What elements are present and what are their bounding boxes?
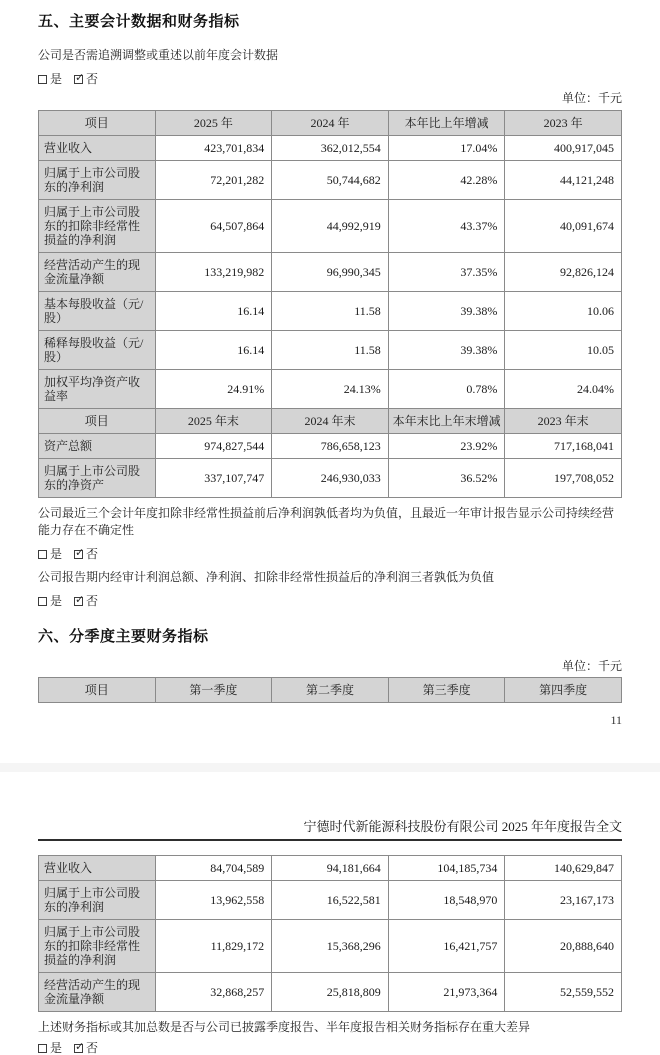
checkbox-checked-icon[interactable]: [74, 1044, 83, 1053]
value-cell: 92,826,124: [505, 253, 622, 292]
checkbox-no[interactable]: [74, 595, 98, 607]
table-header-row: [39, 678, 622, 703]
audited-profit-note: 公司报告期内经审计利润总额、净利润、扣除非经常性损益后的净利润三者孰低为负值: [38, 570, 495, 584]
value-cell: 84,704,589: [155, 856, 272, 881]
checkbox-yes-label: 是: [50, 1041, 63, 1055]
value-cell: 133,219,982: [155, 253, 272, 292]
value-cell: 39.38%: [388, 292, 505, 331]
value-cell: 72,201,282: [155, 161, 272, 200]
table-row: [39, 253, 622, 292]
value-cell: 37.35%: [388, 253, 505, 292]
value-cell: 39.38%: [388, 331, 505, 370]
checkbox-yes[interactable]: [38, 1042, 62, 1054]
value-cell: 16.14: [155, 292, 272, 331]
section-6-title: 六、分季度主要财务指标: [38, 628, 209, 645]
checkbox-unchecked-icon[interactable]: [38, 597, 47, 606]
quarterly-header-table: [38, 677, 622, 703]
row-label: 归属于上市公司股东的扣除非经常性损益的净利润: [39, 200, 156, 253]
value-cell: 400,917,045: [505, 136, 622, 161]
value-cell: 11.58: [272, 331, 389, 370]
table-row: [39, 459, 622, 498]
table-row: [39, 920, 622, 973]
value-cell: 32,868,257: [155, 973, 272, 1012]
value-cell: 423,701,834: [155, 136, 272, 161]
value-cell: 197,708,052: [505, 459, 622, 498]
column-header: 第二季度: [272, 678, 389, 703]
value-cell: 717,168,041: [505, 434, 622, 459]
table-row: [39, 331, 622, 370]
column-header: 项目: [39, 678, 156, 703]
value-cell: 44,992,919: [272, 200, 389, 253]
checkbox-no[interactable]: [74, 1042, 98, 1054]
annual-indicators-table: [38, 110, 622, 498]
value-cell: 786,658,123: [272, 434, 389, 459]
checkbox-yes-label: 是: [50, 547, 63, 561]
table-header-row: [39, 409, 622, 434]
table-row: [39, 161, 622, 200]
value-cell: 42.28%: [388, 161, 505, 200]
value-cell: 0.78%: [388, 370, 505, 409]
checkbox-yes-label: 是: [50, 72, 63, 86]
column-header: 2023 年末: [505, 409, 622, 434]
value-cell: 24.91%: [155, 370, 272, 409]
column-header: 2025 年: [155, 111, 272, 136]
value-cell: 20,888,640: [505, 920, 622, 973]
checkbox-yes[interactable]: [38, 73, 62, 85]
table-row: [39, 292, 622, 331]
column-header: 2024 年: [272, 111, 389, 136]
table-row: [39, 881, 622, 920]
row-label: 稀释每股收益（元/股）: [39, 331, 156, 370]
value-cell: 94,181,664: [272, 856, 389, 881]
page-break-divider: [0, 763, 660, 772]
column-header: 第三季度: [388, 678, 505, 703]
table-header-row: [39, 111, 622, 136]
difference-note: 上述财务指标或其加总数是否与公司已披露季度报告、半年度报告相关财务指标存在重大差异: [38, 1020, 531, 1034]
column-header: 第四季度: [505, 678, 622, 703]
table-row: [39, 856, 622, 881]
audited-profit-checkbox-line: [38, 595, 622, 607]
report-page-2: [0, 818, 660, 1054]
row-label: 归属于上市公司股东的净资产: [39, 459, 156, 498]
column-header: 2025 年末: [155, 409, 272, 434]
row-label: 经营活动产生的现金流量净额: [39, 973, 156, 1012]
value-cell: 10.06: [505, 292, 622, 331]
row-label: 营业收入: [39, 136, 156, 161]
column-header: 项目: [39, 111, 156, 136]
checkbox-checked-icon[interactable]: [74, 550, 83, 559]
checkbox-no[interactable]: [74, 548, 98, 560]
difference-checkbox-line: [38, 1042, 622, 1054]
value-cell: 104,185,734: [388, 856, 505, 881]
column-header: 第一季度: [155, 678, 272, 703]
value-cell: 13,962,558: [155, 881, 272, 920]
table-row: [39, 434, 622, 459]
row-label: 归属于上市公司股东的扣除非经常性损益的净利润: [39, 920, 156, 973]
row-label: 营业收入: [39, 856, 156, 881]
value-cell: 16,421,757: [388, 920, 505, 973]
row-label: 归属于上市公司股东的净利润: [39, 161, 156, 200]
checkbox-unchecked-icon[interactable]: [38, 550, 47, 559]
value-cell: 21,973,364: [388, 973, 505, 1012]
value-cell: 43.37%: [388, 200, 505, 253]
unit-label: 单位：千元: [561, 91, 622, 105]
column-header: 本年比上年增减: [388, 111, 505, 136]
going-concern-checkbox-line: [38, 548, 622, 560]
value-cell: 25,818,809: [272, 973, 389, 1012]
checkbox-yes[interactable]: [38, 595, 62, 607]
column-header: 项目: [39, 409, 156, 434]
value-cell: 17.04%: [388, 136, 505, 161]
checkbox-unchecked-icon[interactable]: [38, 1044, 47, 1053]
column-header: 2023 年: [505, 111, 622, 136]
value-cell: 362,012,554: [272, 136, 389, 161]
value-cell: 50,744,682: [272, 161, 389, 200]
value-cell: 18,548,970: [388, 881, 505, 920]
value-cell: 15,368,296: [272, 920, 389, 973]
unit-label: 单位：千元: [561, 659, 622, 673]
checkbox-no-label: 否: [86, 547, 99, 561]
page-number: 11: [610, 713, 622, 727]
value-cell: 64,507,864: [155, 200, 272, 253]
table-row: [39, 136, 622, 161]
row-label: 归属于上市公司股东的净利润: [39, 881, 156, 920]
value-cell: 337,107,747: [155, 459, 272, 498]
row-label: 加权平均净资产收益率: [39, 370, 156, 409]
checkbox-no-label: 否: [86, 594, 99, 608]
checkbox-yes-label: 是: [50, 594, 63, 608]
restate-checkbox-line: [38, 73, 622, 85]
document-header: 宁德时代新能源科技股份有限公司 2025 年年度报告全文: [38, 818, 622, 841]
section-5-title: 五、主要会计数据和财务指标: [38, 13, 240, 30]
row-label: 经营活动产生的现金流量净额: [39, 253, 156, 292]
table-row: [39, 200, 622, 253]
value-cell: 16.14: [155, 331, 272, 370]
checkbox-yes[interactable]: [38, 548, 62, 560]
value-cell: 11.58: [272, 292, 389, 331]
checkbox-no-label: 否: [86, 72, 99, 86]
checkbox-checked-icon[interactable]: [74, 597, 83, 606]
value-cell: 11,829,172: [155, 920, 272, 973]
row-label: 基本每股收益（元/股）: [39, 292, 156, 331]
column-header: 本年末比上年末增减: [388, 409, 505, 434]
column-header: 2024 年末: [272, 409, 389, 434]
value-cell: 24.04%: [505, 370, 622, 409]
value-cell: 23.92%: [388, 434, 505, 459]
value-cell: 36.52%: [388, 459, 505, 498]
value-cell: 24.13%: [272, 370, 389, 409]
restate-question-text: 公司是否需追溯调整或重述以前年度会计数据: [38, 48, 279, 62]
value-cell: 44,121,248: [505, 161, 622, 200]
checkbox-no[interactable]: [74, 73, 98, 85]
table-row: [39, 973, 622, 1012]
value-cell: 974,827,544: [155, 434, 272, 459]
row-label: 资产总额: [39, 434, 156, 459]
checkbox-checked-icon[interactable]: [74, 75, 83, 84]
checkbox-unchecked-icon[interactable]: [38, 75, 47, 84]
checkbox-no-label: 否: [86, 1041, 99, 1055]
value-cell: 140,629,847: [505, 856, 622, 881]
value-cell: 52,559,552: [505, 973, 622, 1012]
value-cell: 40,091,674: [505, 200, 622, 253]
table-row: [39, 370, 622, 409]
quarterly-values-table: [38, 855, 622, 1012]
going-concern-note: 公司最近三个会计年度扣除非经常性损益前后净利润孰低者均为负值，且最近一年审计报告显示公司持续经营能力存在不确定性: [38, 506, 615, 537]
value-cell: 96,990,345: [272, 253, 389, 292]
value-cell: 246,930,033: [272, 459, 389, 498]
value-cell: 23,167,173: [505, 881, 622, 920]
value-cell: 16,522,581: [272, 881, 389, 920]
value-cell: 10.05: [505, 331, 622, 370]
